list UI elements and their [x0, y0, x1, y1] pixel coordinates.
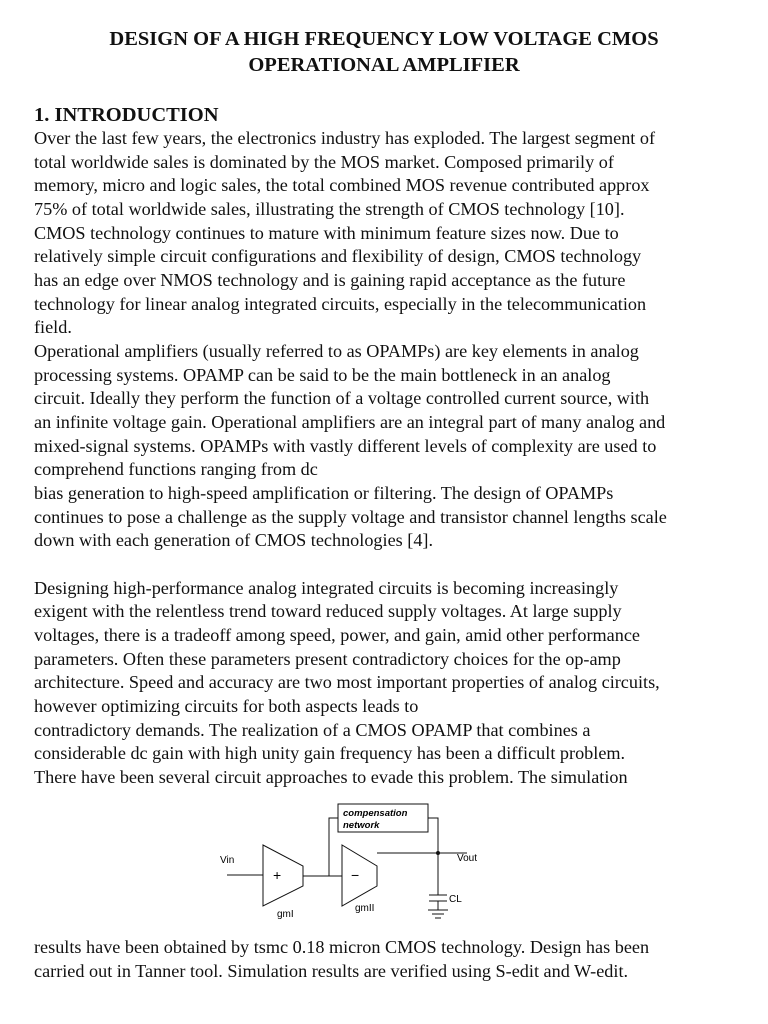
body-line: down with each generation of CMOS technologies [4]. [34, 530, 434, 550]
body-line: voltages, there is a tradeoff among speed, power, and gain, amid other performance [34, 625, 640, 645]
body-line: an infinite voltage gain. Operational amplifiers are an integral part of many analog and [34, 412, 666, 432]
opamp-block-diagram [205, 800, 525, 930]
gm2-stage-symbol [342, 845, 377, 906]
body-line: 75% of total worldwide sales, illustrating the strength of CMOS technology [10]. [34, 199, 625, 219]
body-line: bias generation to high-speed amplification or filtering. The design of OPAMPs [34, 483, 614, 503]
body-line: field. [34, 317, 72, 337]
compensation-right-wire [428, 818, 438, 853]
body-line: mixed-signal systems. OPAMPs with vastly different levels of complexity are used to [34, 436, 657, 456]
minus-sign: − [351, 867, 360, 883]
body-line: exigent with the relentless trend toward reduced supply voltages. At large supply [34, 601, 622, 621]
body-line: considerable dc gain with high unity gain frequency has been a difficult problem. [34, 743, 626, 763]
body-line: carried out in Tanner tool. Simulation results are verified using S-edit and W-edit. [34, 961, 629, 981]
body-line: continues to pose a challenge as the supply voltage and transistor channel lengths scale [34, 507, 667, 527]
gm1-label: gmI [277, 909, 294, 920]
compensation-label-line-2: network [343, 820, 380, 831]
plus-sign: + [273, 867, 282, 883]
body-line: memory, micro and logic sales, the total combined MOS revenue contributed approx [34, 175, 650, 195]
opamp-diagram-svg [205, 800, 525, 930]
body-line: Designing high-performance analog integrated circuits is becoming increasingly [34, 578, 619, 598]
body-line: however optimizing circuits for both aspects leads to [34, 696, 419, 716]
compensation-left-wire [329, 818, 338, 876]
vin-label: Vin [220, 855, 235, 866]
body-line: There have been several circuit approaches to evade this problem. The simulation [34, 767, 628, 787]
body-line: Operational amplifiers (usually referred to as OPAMPs) are key elements in analog [34, 341, 639, 361]
body-line: has an edge over NMOS technology and is gaining rapid acceptance as the future [34, 270, 626, 290]
body-line: comprehend functions ranging from dc [34, 459, 318, 479]
body-line: processing systems. OPAMP can be said to be the main bottleneck in an analog [34, 365, 611, 385]
compensation-label-line-1: compensation [343, 808, 408, 819]
body-line: total worldwide sales is dominated by the MOS market. Composed primarily of [34, 152, 614, 172]
title-line-2: OPERATIONAL AMPLIFIER [248, 54, 520, 76]
body-line: architecture. Speed and accuracy are two most important properties of analog circuits, [34, 672, 660, 692]
body-line: parameters. Often these parameters present contradictory choices for the op-amp [34, 649, 621, 669]
body-line: relatively simple circuit configurations and flexibility of design, CMOS technology [34, 246, 642, 266]
body-line: circuit. Ideally they perform the function of a voltage controlled current source, with [34, 388, 650, 408]
body-line: Over the last few years, the electronics industry has exploded. The largest segment of [34, 128, 656, 148]
body-line: results have been obtained by tsmc 0.18 micron CMOS technology. Design has been [34, 937, 650, 957]
paper-title [34, 26, 734, 78]
vout-node-dot [436, 851, 440, 855]
body-line: contradictory demands. The realization of a CMOS OPAMP that combines a [34, 720, 591, 740]
section-heading: 1. INTRODUCTION [34, 104, 219, 126]
vout-label: Vout [457, 853, 478, 864]
body-line: CMOS technology continues to mature with minimum feature sizes now. Due to [34, 223, 619, 243]
gm1-stage-symbol [263, 845, 303, 906]
gm2-label: gmII [355, 903, 375, 914]
cl-label: CL [449, 894, 462, 905]
body-line: technology for linear analog integrated circuits, especially in the telecommunication [34, 294, 647, 314]
title-line-1: DESIGN OF A HIGH FREQUENCY LOW VOLTAGE CMOS [109, 28, 659, 50]
